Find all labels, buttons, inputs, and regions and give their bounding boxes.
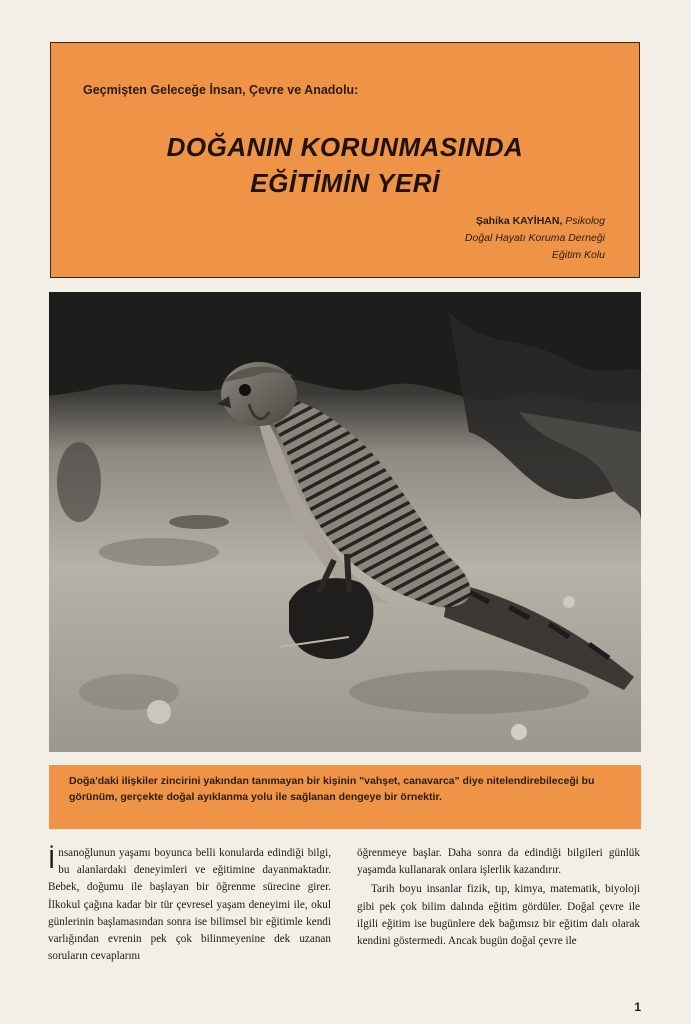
paragraph-2: Tarih boyu insanlar fizik, tıp, kimya, matematik, biyoloji gibi pek çok bilim dalında eğitim gördüler. Doğal çevre ile ilgili eğitim ise bugünlere dek bağımsız bir eğitim dalı olarak kendini göstermedi. Ancak bugün doğal çevre ile [357,883,640,948]
title-line-1: DOĞANIN KORUNMASINDA [166,132,524,162]
article-title [51,129,639,201]
kestrel-illustration [49,292,641,752]
page-number: 1 [634,1000,641,1014]
author-name: Şahika KAYİHAN, [475,215,563,227]
byline [465,213,605,264]
paragraph-1-text: nsanoğlunun yaşamı boyunca belli konularda edindiği bilgi, bu alanlardaki deneyimleri ve eğitimine dayanmaktadır. Bebek, doğumu ile başlayan bir öğrenme sürecine girer. İlkokul çağına kadar bir tür çevresel yaşam deneyimi ile, okul günlerinin başlamasından sonra ise bilimsel bir eğitimle kendi varlığından evrenin pek çok bilinmeyenine dek uzanan soruların cevaplarını [48,847,331,963]
author-role: Psikolog [565,215,605,227]
series-kicker: Geçmişten Geleceğe İnsan, Çevre ve Anadolu: [83,83,359,97]
paragraph-1-cont: öğrenmeye başlar. Daha sonra da edindiği bilgileri günlük yaşamda kullanarak onlara işlerlik kazandırır. [357,847,640,877]
drop-cap: İ [48,844,56,874]
title-line-2: EĞİTİMİN YERİ [250,168,440,198]
article-header [50,42,640,278]
photo-caption: Doğa'daki ilişkiler zincirini yakından tanımayan bir kişinin "vahşet, canavarca" diye nitelendirebileceği bu görünüm, gerçekte doğal ayıklanma yolu ile sağlanan dengeye bir örnektir. [49,765,641,829]
body-column-left [48,845,331,965]
author-org: Doğal Hayatı Koruma Derneği [464,232,605,244]
author-org-unit: Eğitim Kolu [551,249,605,261]
paragraph-1 [48,845,331,965]
body-column-right [357,845,640,950]
kestrel-photo [49,292,641,752]
